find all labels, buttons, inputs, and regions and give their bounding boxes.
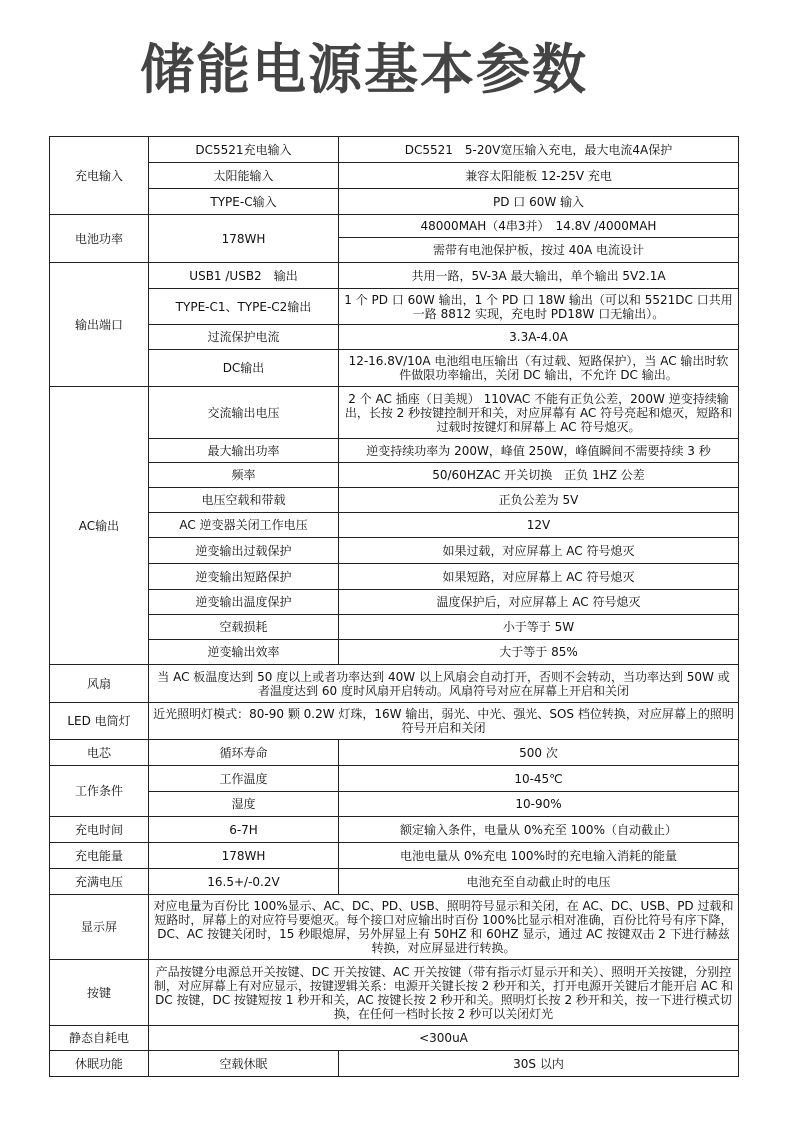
table-row xyxy=(50,538,739,564)
table-row xyxy=(50,1051,739,1077)
param-value: DC5521 5-20V宽压输入充电，最大电流4A保护 xyxy=(339,137,739,163)
param-value: 1 个 PD 口 60W 输出，1 个 PD 口 18W 输出（可以和 5521DC 口共用一路 8812 实现，充电时 PD18W 口无输出）。 xyxy=(339,289,739,325)
param-label: 交流输出电压 xyxy=(149,387,339,439)
param-value: 兼容太阳能板 12-25V 充电 xyxy=(339,163,739,189)
param-value: 电池电量从 0%充电 100%时的充电输入消耗的能量 xyxy=(339,843,739,869)
param-value: 正负公差为 5V xyxy=(339,488,739,513)
param-value: 共用一路，5V-3A 最大输出，单个输出 5V2.1A xyxy=(339,263,739,289)
table-row xyxy=(50,792,739,817)
param-label: 频率 xyxy=(149,463,339,488)
table-row xyxy=(50,640,739,665)
table-row xyxy=(50,564,739,590)
param-value: 需带有电池保护板，按过 40A 电流设计 xyxy=(339,238,739,263)
param-label: 湿度 xyxy=(149,792,339,817)
param-label: 过流保护电流 xyxy=(149,325,339,350)
category-charge-input: 充电输入 xyxy=(50,137,149,215)
table-row xyxy=(50,843,739,869)
param-value: 12V xyxy=(339,513,739,538)
table-row xyxy=(50,766,739,792)
table-row xyxy=(50,289,739,325)
param-label: 178WH xyxy=(149,843,339,869)
param-value: 小于等于 5W xyxy=(339,615,739,640)
param-label: 空载休眠 xyxy=(149,1051,339,1077)
param-value: 温度保护后，对应屏幕上 AC 符号熄灭 xyxy=(339,590,739,615)
category-working-conditions: 工作条件 xyxy=(50,766,149,817)
param-value: 10-45℃ xyxy=(339,766,739,792)
table-row xyxy=(50,665,739,703)
category-standby: 静态自耗电 xyxy=(50,1026,149,1051)
param-value: 电池充至自动截止时的电压 xyxy=(339,869,739,895)
param-label: 空载损耗 xyxy=(149,615,339,640)
param-label: 工作温度 xyxy=(149,766,339,792)
param-value: 对应电量为百份比 100%显示、AC、DC、PD、USB、照明符号显示和关闭，在 AC、DC、USB、PD 过载和短路时，屏幕上的对应符号要熄灭。每个接口对应输出时百份 100%比显示相对准确，百份比符号有序下降，DC、AC 按键关闭时，15 秒眼熄屏，另外屏显上有 50HZ 和 60HZ 显示，通过 AC 按键双击 2 下进行赫兹转换，对应屏显进行转换。 xyxy=(149,895,739,960)
category-charge-energy: 充电能量 xyxy=(50,843,149,869)
category-battery-power: 电池功率 xyxy=(50,215,149,263)
param-label: TYPE-C输入 xyxy=(149,189,339,215)
param-label: 逆变输出效率 xyxy=(149,640,339,665)
param-value: 近光照明灯模式：80-90 颗 0.2W 灯珠，16W 输出，弱光、中光、强光、SOS 档位转换，对应屏幕上的照明符号开启和关闭 xyxy=(149,703,739,740)
table-row xyxy=(50,615,739,640)
param-value: <300uA xyxy=(149,1026,739,1051)
table-row xyxy=(50,513,739,538)
table-row xyxy=(50,137,739,163)
category-cell: 电芯 xyxy=(50,740,149,766)
param-value: 50/60HZAC 开关切换 正负 1HZ 公差 xyxy=(339,463,739,488)
category-led-lamp: LED 电筒灯 xyxy=(50,703,149,740)
param-value: 逆变持续功率为 200W，峰值 250W，峰值瞬间不需要持续 3 秒 xyxy=(339,439,739,463)
param-value: PD 口 60W 输入 xyxy=(339,189,739,215)
param-value: 大于等于 85% xyxy=(339,640,739,665)
table-row xyxy=(50,703,739,740)
param-label: DC5521充电输入 xyxy=(149,137,339,163)
category-sleep: 休眠功能 xyxy=(50,1051,149,1077)
param-label: 循环寿命 xyxy=(149,740,339,766)
param-label: AC 逆变器关闭工作电压 xyxy=(149,513,339,538)
param-label: 逆变输出短路保护 xyxy=(149,564,339,590)
param-value: 额定输入条件，电量从 0%充至 100%（自动截止） xyxy=(339,817,739,843)
param-value: 产品按键分电源总开关按键、DC 开关按键、AC 开关按键（带有指示灯显示开和关）、照明开关按键，分别控制，对应屏幕上有对应显示，按键逻辑关系：电源开关键长按 2 秒开和关，打开电源开关键后才能开启 AC 和 DC 按键，DC 按键短按 1 秒开和关，AC 按键长按 2 秒开和关。照明灯长按 2 秒开和关，按一下进行模式切换，在任何一档时长按 2 秒可以关闭灯光 xyxy=(149,960,739,1026)
page-title: 储能电源基本参数 xyxy=(140,38,588,101)
param-value: 当 AC 板温度达到 50 度以上或者功率达到 40W 以上风扇会自动打开，否则不会转动，当功率达到 50W 或者温度达到 60 度时风扇开启转动。风扇符号对应在屏幕上开启和关闭 xyxy=(149,665,739,703)
table-row xyxy=(50,263,739,289)
category-charge-time: 充电时间 xyxy=(50,817,149,843)
category-ac-output: AC输出 xyxy=(50,387,149,665)
param-value: 12-16.8V/10A 电池组电压输出（有过载、短路保护），当 AC 输出时软件做限功率输出，关闭 DC 输出，不允许 DC 输出。 xyxy=(339,350,739,387)
param-label: 太阳能输入 xyxy=(149,163,339,189)
table-row xyxy=(50,387,739,439)
table-row xyxy=(50,439,739,463)
category-fan: 风扇 xyxy=(50,665,149,703)
param-value: 30S 以内 xyxy=(339,1051,739,1077)
param-label: USB1 /USB2 输出 xyxy=(149,263,339,289)
param-label: 178WH xyxy=(149,215,339,263)
param-label: 逆变输出过载保护 xyxy=(149,538,339,564)
param-label: 6-7H xyxy=(149,817,339,843)
param-label: 最大输出功率 xyxy=(149,439,339,463)
table-row xyxy=(50,325,739,350)
param-value: 如果短路，对应屏幕上 AC 符号熄灭 xyxy=(339,564,739,590)
param-value: 3.3A-4.0A xyxy=(339,325,739,350)
table-row xyxy=(50,740,739,766)
param-value: 如果过载，对应屏幕上 AC 符号熄灭 xyxy=(339,538,739,564)
table-row xyxy=(50,960,739,1026)
table-row xyxy=(50,869,739,895)
spec-table xyxy=(49,136,739,1077)
param-value: 10-90% xyxy=(339,792,739,817)
table-row xyxy=(50,463,739,488)
table-row xyxy=(50,590,739,615)
category-display: 显示屏 xyxy=(50,895,149,960)
table-row xyxy=(50,817,739,843)
table-row xyxy=(50,215,739,238)
table-row xyxy=(50,488,739,513)
param-value: 48000MAH（4串3并） 14.8V /4000MAH xyxy=(339,215,739,238)
param-label: TYPE-C1、TYPE-C2输出 xyxy=(149,289,339,325)
param-value: 2 个 AC 插座（日美规） 110VAC 不能有正负公差，200W 逆变持续输出，长按 2 秒按键控制开和关，对应屏幕有 AC 符号亮起和熄灭，短路和过载时按键灯和屏幕上 AC 符号熄灭。 xyxy=(339,387,739,439)
param-label: 16.5+/-0.2V xyxy=(149,869,339,895)
table-row xyxy=(50,1026,739,1051)
param-label: 电压空载和带载 xyxy=(149,488,339,513)
category-output-ports: 输出端口 xyxy=(50,263,149,387)
param-value: 500 次 xyxy=(339,740,739,766)
param-label: 逆变输出温度保护 xyxy=(149,590,339,615)
table-row xyxy=(50,350,739,387)
table-row xyxy=(50,895,739,960)
table-row xyxy=(50,189,739,215)
table-row xyxy=(50,163,739,189)
param-label: DC输出 xyxy=(149,350,339,387)
category-buttons: 按键 xyxy=(50,960,149,1026)
category-full-voltage: 充满电压 xyxy=(50,869,149,895)
